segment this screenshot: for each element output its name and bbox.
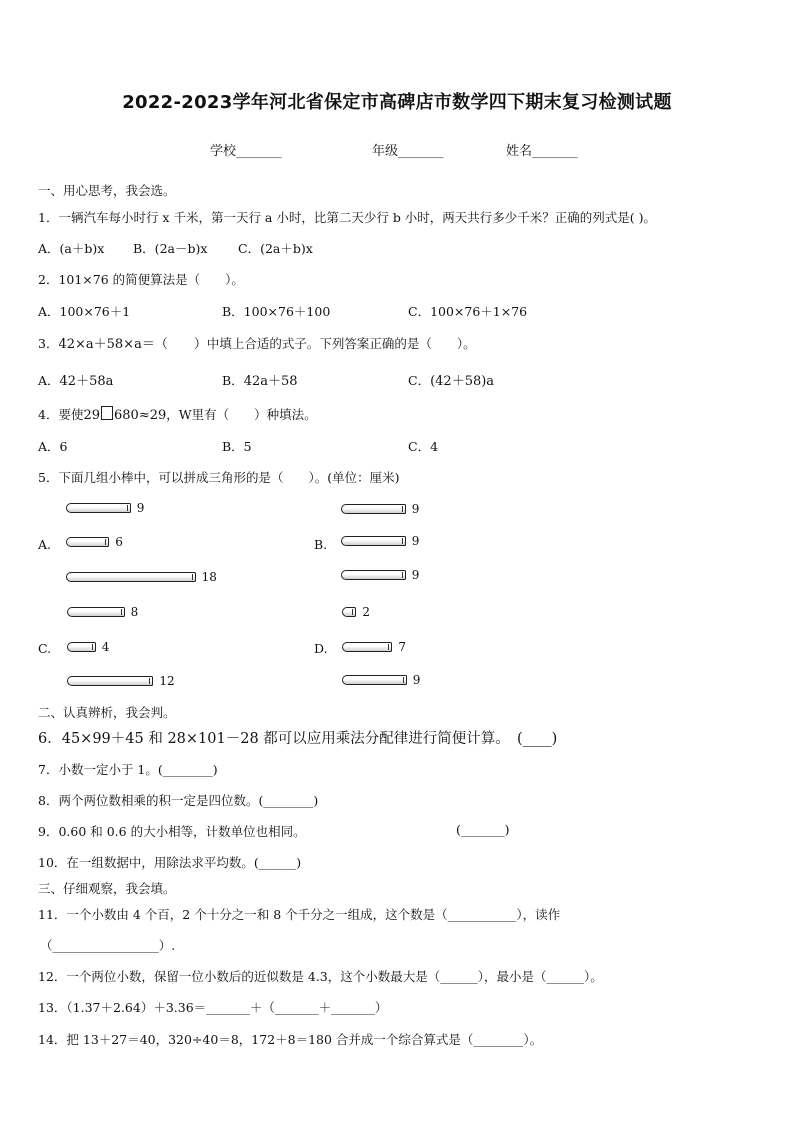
stick-b-2 bbox=[341, 536, 406, 546]
q3-option-b-expr: 42a＋58 bbox=[243, 374, 298, 389]
stick-length-label: 6 bbox=[115, 535, 123, 549]
q4-option-b[interactable]: B．5 bbox=[222, 439, 252, 454]
stick-a-2 bbox=[66, 537, 109, 547]
q11-reading-blank[interactable]: （_________________）. bbox=[40, 938, 176, 953]
q4-option-c[interactable]: C．4 bbox=[408, 439, 439, 454]
question-6: 6．45×99＋45 和 28×101－28 都可以应用乘法分配律进行简便计算。 (____) bbox=[38, 731, 558, 747]
stick-length-label: 9 bbox=[412, 673, 421, 687]
stick-length-label: 9 bbox=[136, 501, 145, 515]
stick-c-1 bbox=[67, 607, 125, 617]
stick-d-3 bbox=[342, 675, 407, 685]
q3-number: 3． bbox=[38, 336, 59, 351]
question-14: 14．把 13＋27＝40，320÷40＝8，172＋8＝180 合并成一个综合算式是（________）。 bbox=[38, 1032, 543, 1047]
q3-option-b[interactable] bbox=[222, 370, 298, 389]
q5-option-b[interactable]: B. bbox=[314, 537, 328, 552]
q1-option-c[interactable]: C．(2a＋b)x bbox=[238, 241, 313, 256]
stick-length-label: 4 bbox=[101, 640, 110, 654]
q1-option-a[interactable]: A．(a＋b)x bbox=[38, 241, 105, 256]
q3-option-b-label: B． bbox=[222, 373, 244, 388]
stick-a-1 bbox=[66, 503, 131, 513]
q5-option-d[interactable]: D. bbox=[314, 641, 328, 656]
question-7: 7．小数一定小于 1。(________) bbox=[38, 762, 218, 777]
q3-expression: 42×a＋58×a＝（ ） bbox=[58, 337, 207, 352]
stick-b-1 bbox=[341, 504, 406, 514]
section-heading-2: 二、认真辨析，我会判。 bbox=[38, 705, 176, 720]
question-5: 5．下面几组小棒中，可以拼成三角形的是（ ）。(单位：厘米) bbox=[38, 470, 400, 485]
q5-option-c[interactable]: C. bbox=[38, 641, 52, 656]
question-4 bbox=[38, 405, 317, 423]
question-12: 12．一个两位小数，保留一位小数后的近似数是 4.3，这个小数最大是（______），最小是（______）。 bbox=[38, 969, 603, 984]
question-2: 2．101×76 的简便算法是（ ）。 bbox=[38, 272, 244, 287]
stick-length-label: 9 bbox=[411, 502, 420, 516]
q3-text: 中填上合适的式子。下列答案正确的是（ ）。 bbox=[206, 336, 476, 351]
stick-length-label: 18 bbox=[201, 570, 217, 584]
school-field[interactable]: 学校_______ bbox=[210, 144, 282, 159]
question-8: 8．两个两位数相乘的积一定是四位数。(________) bbox=[38, 793, 319, 808]
q4-expr-right: 680≈29 bbox=[114, 408, 167, 423]
question-9: 9．0.60 和 0.6 的大小相等，计数单位也相同。 bbox=[38, 824, 306, 839]
stick-length-label: 9 bbox=[411, 534, 420, 548]
stick-b-3 bbox=[341, 570, 406, 580]
q4-expr-left: 29 bbox=[83, 408, 100, 423]
question-10: 10．在一组数据中，用除法求平均数。(______) bbox=[38, 855, 302, 870]
q2-option-a[interactable]: A．100×76＋1 bbox=[38, 304, 131, 319]
q2-option-b[interactable]: B．100×76＋100 bbox=[222, 304, 331, 319]
question-3 bbox=[38, 333, 476, 352]
page-title: 2022-2023学年河北省保定市高碑店市数学四下期末复习检测试题 bbox=[122, 92, 672, 113]
q4-option-a[interactable]: A．6 bbox=[38, 439, 68, 454]
name-field[interactable]: 姓名_______ bbox=[506, 144, 578, 159]
stick-length-label: 12 bbox=[159, 674, 175, 688]
section-heading-1: 一、用心思考，我会选。 bbox=[38, 183, 176, 198]
question-11: 11．一个小数由 4 个百，2 个十分之一和 8 个千分之一组成，这个数是（___________），读作 bbox=[38, 907, 561, 922]
q4-number: 4．要使 bbox=[38, 407, 84, 422]
q3-option-c[interactable] bbox=[408, 370, 494, 389]
stick-length-label: 2 bbox=[362, 605, 371, 619]
stick-length-label: 9 bbox=[411, 568, 420, 582]
stick-c-2 bbox=[67, 642, 96, 652]
stick-length-label: 7 bbox=[398, 640, 407, 654]
q3-option-c-label: C． bbox=[408, 373, 431, 388]
q3-option-a-expr: 42＋58a bbox=[59, 374, 114, 389]
section-heading-3: 三、仔细观察，我会填。 bbox=[38, 881, 176, 896]
q5-option-a[interactable]: A. bbox=[38, 537, 52, 552]
stick-c-3 bbox=[67, 676, 153, 686]
grade-field[interactable]: 年级_______ bbox=[372, 144, 444, 159]
stick-a-3 bbox=[66, 572, 196, 582]
q9-answer-blank[interactable]: (_______) bbox=[456, 822, 510, 837]
q3-option-c-expr: (42＋58)a bbox=[430, 374, 495, 389]
q2-option-c[interactable]: C．100×76＋1×76 bbox=[408, 304, 528, 319]
blank-box-icon bbox=[101, 406, 113, 420]
q4-text: ，W里有（ ）种填法。 bbox=[166, 407, 317, 422]
q3-option-a[interactable] bbox=[38, 370, 113, 389]
stick-d-1 bbox=[342, 607, 356, 617]
question-1: 1．一辆汽车每小时行 x 千米，第一天行 a 小时，比第二天少行 b 小时，两天共行多少千米？正确的列式是( )。 bbox=[38, 210, 657, 225]
stick-d-2 bbox=[342, 642, 392, 652]
q1-option-b[interactable]: B．(2a－b)x bbox=[133, 241, 208, 256]
question-13: 13．（1.37＋2.64）＋3.36＝_______＋（_______＋_______） bbox=[38, 1000, 388, 1015]
stick-length-label: 8 bbox=[130, 605, 139, 619]
q3-option-a-label: A． bbox=[38, 373, 60, 388]
